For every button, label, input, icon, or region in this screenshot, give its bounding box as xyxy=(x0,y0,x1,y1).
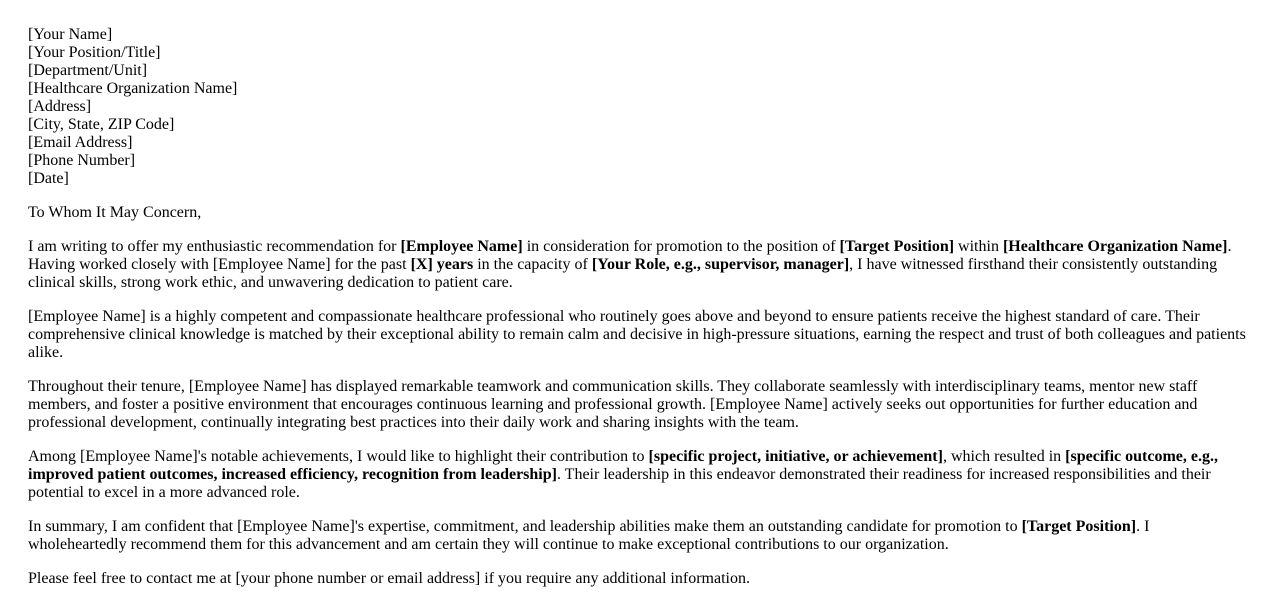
sender-address-line: [Address] xyxy=(28,98,92,115)
paragraph-summary: In summary, I am confident that [Employee Name]'s expertise, commitment, and leadership abilities make them an outstanding candidate for promotion to [Target Position]. I wholeheartedly recommend them for this advancement and am certain they will continue to make exceptional contributions to our organization. xyxy=(28,518,1150,553)
sender-address-block xyxy=(28,26,1250,188)
sender-date-line: [Date] xyxy=(28,170,69,187)
sender-phone-line: [Phone Number] xyxy=(28,152,136,169)
sender-department-line: [Department/Unit] xyxy=(28,62,148,79)
sender-organization-line: [Healthcare Organization Name] xyxy=(28,80,238,97)
paragraph-introduction: I am writing to offer my enthusiastic recommendation for [Employee Name] in consideration for promotion to the position of [Target Position] within [Healthcare Organization Name]. Having worked closely with [Employee Name] for the past [X] years in the capacity of [Your Role, e.g., supervisor, manager], I have witnessed firsthand their consistently outstanding clinical skills, strong work ethic, and unwavering dedication to patient care. xyxy=(28,238,1232,291)
paragraph-achievements: Among [Employee Name]'s notable achievements, I would like to highlight their contribution to [specific project, initiative, or achievement], which resulted in [specific outcome, e.g., improved patient outcomes, increased efficiency, recognition from leadership]. Their leadership in this endeavor demonstrated their readiness for increased responsibilities and their potential to excel in a more advanced role. xyxy=(28,448,1219,501)
sender-position-line: [Your Position/Title] xyxy=(28,44,161,61)
paragraph-competence: [Employee Name] is a highly competent and compassionate healthcare professional who routinely goes above and beyond to ensure patients receive the highest standard of care. Their comprehensive clinical knowledge is matched by their exceptional ability to remain calm and decisive in high-pressure situations, earning the respect and trust of both colleagues and patients alike. xyxy=(28,308,1246,361)
sender-email-line: [Email Address] xyxy=(28,134,133,151)
paragraph-teamwork: Throughout their tenure, [Employee Name] has displayed remarkable teamwork and communication skills. They collaborate seamlessly with interdisciplinary teams, mentor new staff members, and foster a positive environment that encourages continuous learning and professional growth. [Employee Name] actively seeks out opportunities for further education and professional development, continually integrating best practices into their daily work and sharing insights with the team. xyxy=(28,378,1198,431)
sender-city-state-zip-line: [City, State, ZIP Code] xyxy=(28,116,175,133)
salutation: To Whom It May Concern, xyxy=(28,204,202,221)
sender-name-line: [Your Name] xyxy=(28,26,113,43)
paragraph-contact: Please feel free to contact me at [your phone number or email address] if you require any additional information. xyxy=(28,570,750,587)
